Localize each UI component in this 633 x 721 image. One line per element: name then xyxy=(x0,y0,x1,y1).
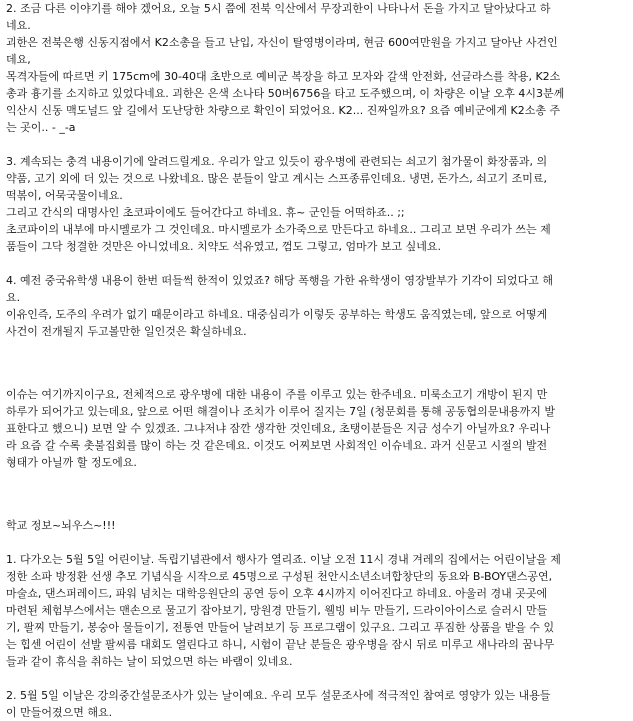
text-line: 이유인즉, 도주의 우려가 없기 때문이라고 하네요. 대중심리가 이렇듯 공부하는 학생도 움직였는데, 앞으로 어떻게 xyxy=(6,308,548,321)
paragraph-gap xyxy=(6,255,628,272)
text-line: 2. 조금 다른 이야기를 해야 겠어요, 오늘 5시 쯤에 전북 익산에서 무장괴한이 나타나서 돈을 가지고 달아났다고 하 xyxy=(6,2,551,15)
school-item-1 xyxy=(6,551,628,670)
text-line: 떡볶이, 어묵국물이네요. xyxy=(6,189,123,202)
school-news-header xyxy=(6,517,628,534)
text-line: 익산시 신동 맥도널드 앞 길에서 도난당한 차량으로 확인이 되었어요. K2... 진짜일까요? 요즘 예비군에게 K2소총 주 xyxy=(6,104,561,117)
text-line: 마련된 체험부스에서는 맨손으로 물고기 잡아보기, 망원경 만들기, 웰빙 비누 만들기, 드라이아이스로 슬러시 만들 xyxy=(6,604,548,617)
issue-summary xyxy=(6,386,628,471)
text-line: 목격자들에 따르면 키 175cm에 30-40대 초반으로 예비군 복장을 하고 모자와 갈색 안전화, 선글라스를 착용, K2소 xyxy=(6,70,561,83)
text-line: 품들이 그닥 청결한 것만은 아니었네요. 치약도 석유였고, 껌도 그렇고, 엄마가 보고 싶네요. xyxy=(6,240,441,253)
text-line: 기, 팔찌 만들기, 봉숭아 물들이기, 전통연 만들어 날려보기 등 프로그램이 있구요. 그리고 푸짐한 상품을 받을 수 있 xyxy=(6,621,555,634)
text-line: 마술쇼, 댄스퍼레이드, 파워 넘치는 대학응원단의 공연 등이 오후 4시까지 이어진다고 하네요. 아울러 경내 곳곳에 xyxy=(6,587,548,600)
text-line: 2. 5월 5일 이날은 강의중간설문조사가 있는 날이예요. 우리 모두 설문조사에 적극적인 참여로 영양가 있는 내용들 xyxy=(6,689,551,702)
news-item-2 xyxy=(6,0,628,136)
text-line: 하루가 되어가고 있는데요, 앞으로 어떤 해결이나 조치가 이루어 질지는 7일 (청문회를 통해 공동협의문내용까지 발 xyxy=(6,405,556,418)
text-line: 이슈는 여기까지이구요, 전체적으로 광우병에 대한 내용이 주를 이루고 있는 한주네요. 미룩소고기 개방이 된지 만 xyxy=(6,388,548,401)
school-item-2 xyxy=(6,687,628,721)
text-line: 는 힙센 어린이 선발 팔씨름 대회도 열린다고 하니, 시험이 끝난 분들은 광우병을 잠시 뒤로 미루고 새나라의 꿈나무 xyxy=(6,638,555,651)
text-line: 4. 예전 중국유학생 내용이 한번 떠들썩 한적이 있었죠? 해당 폭행을 가한 유학생이 영장발부가 기각이 되었다고 해 xyxy=(6,274,553,287)
text-line: 총과 흉기를 소지하고 있었다네요. 괴한은 은색 소나타 50버6756을 타고 도주했으며, 이 차량은 이날 오후 4시3분께 xyxy=(6,87,565,100)
text-line: 네요. xyxy=(6,19,31,32)
paragraph-gap xyxy=(6,340,628,386)
news-item-3 xyxy=(6,153,628,255)
text-line: 그리고 간식의 대명사인 초코파이에도 들어간다고 하네요. 휴~ 군인들 어떡하죠.. ;; xyxy=(6,206,405,219)
text-line: 형태가 아닐까 할 정도에요. xyxy=(6,456,137,469)
text-line: 요. xyxy=(6,291,21,304)
text-line: 들과 같이 휴식을 취하는 날이 되었으면 하는 바램이 있네요. xyxy=(6,655,293,668)
text-line: 괴한은 전북은행 신동지점에서 K2소총을 들고 난입, 자신이 탈영병이라며, 현금 600여만원을 가지고 달아난 사건인 xyxy=(6,36,558,49)
text-line: 약품, 고기 외에 더 있는 것으로 나왔네요. 많은 분들이 알고 계시는 스프종류인데요. 냉면, 돈가스, 쇠고기 조미료, xyxy=(6,172,547,185)
section-heading: 학교 정보~뇌우스~!!! xyxy=(6,519,116,532)
paragraph-gap xyxy=(6,534,628,551)
text-line: 표한다고 했으니) 보면 알 수 있겠죠. 그냐저냐 잠깐 생각한 것인데요, 초탱이분들은 지금 성수기 아닐까요? 우리나 xyxy=(6,422,551,435)
text-line: 정한 소파 방정환 선생 추모 기념식을 시작으로 45명으로 구성된 천안시소년소녀합창단의 동요와 B-BOY댄스공연, xyxy=(6,570,553,583)
text-line: 데요, xyxy=(6,53,31,66)
news-item-4 xyxy=(6,272,628,340)
paragraph-gap xyxy=(6,471,628,517)
text-line: 이 만들어졌으면 해요. xyxy=(6,706,113,719)
document-body xyxy=(6,0,628,721)
text-line: 사건이 전개될지 두고볼만한 일인것은 확실하네요. xyxy=(6,325,247,338)
text-line: 초코파이의 내부에 마시멜로가 그 것인데요. 마시멜로가 소가죽으로 만든다고 하네요.. 그리고 보면 우리가 쓰는 제 xyxy=(6,223,551,236)
text-line: 라 요즘 갈 수록 촛불집회를 많이 하는 것 같은데요. 이것도 어찌보면 사회적인 이슈네요. 과거 신문고 시절의 발전 xyxy=(6,439,548,452)
text-line: 는 곳이.. - _-a xyxy=(6,121,76,134)
text-line: 3. 계속되는 충격 내용이기에 알려드릴게요. 우리가 알고 있듯이 광우병에 관련되는 쇠고기 첨가물이 화장품과, 의 xyxy=(6,155,548,168)
text-line: 1. 다가오는 5월 5일 어린이날. 독립기념관에서 행사가 열리죠. 이날 오전 11시 경내 겨레의 집에서는 어린이날을 제 xyxy=(6,553,561,566)
paragraph-gap xyxy=(6,136,628,153)
paragraph-gap xyxy=(6,670,628,687)
